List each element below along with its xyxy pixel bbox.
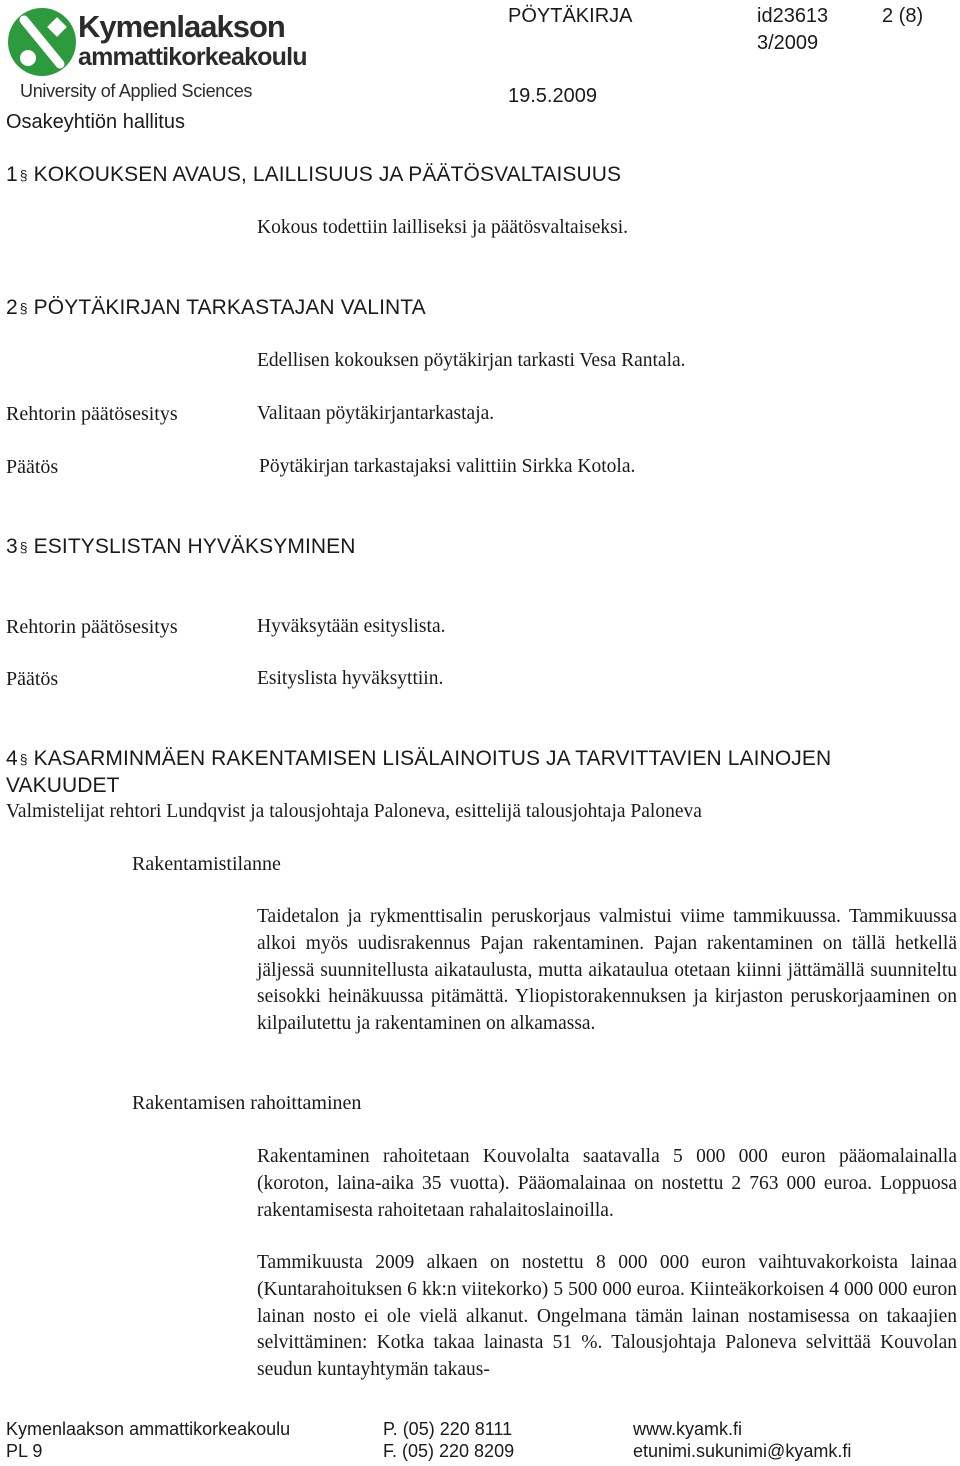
section-title: ESITYSLISTAN HYVÄKSYMINEN [33,535,356,558]
proposal-label: Rehtorin päätösesitys [6,403,178,425]
section-number: 3 [6,535,18,558]
subheading-financing: Rakentamisen rahoittaminen [132,1092,362,1114]
document-type: PÖYTÄKIRJA [508,5,633,27]
decision-label: Päätös [6,456,59,478]
proposal-text: Valitaan pöytäkirjantarkastaja. [257,403,495,424]
section-number: 4 [6,747,18,770]
proposal-label: Rehtorin päätösesitys [6,616,178,638]
financing-text-1: Rakentaminen rahoitetaan Kouvolalta saatavalla 5 000 000 euron pääomalainalla (koroton, laina-aika 35 vuotta). Pääomalainaa on nostettu 2 763 000 euroa. Loppuosa rakentamisesta rahoitetaan rahalaitoslainoilla. [257,1146,957,1221]
decision-text: Esityslista hyväksyttiin. [257,668,444,689]
section-symbol: § [19,539,28,555]
footer-phone: P. (05) 220 8111 [383,1419,513,1439]
logo-emblem-icon [6,6,78,78]
meeting-number: 3/2009 [757,32,819,54]
page-number: 2 (8) [882,5,924,27]
footer-email-link[interactable]: etunimi.sukunimi@kyamk.fi [633,1441,852,1461]
logo-name-line1: Kymenlaakson [78,9,285,44]
section-3-heading [6,535,356,559]
footer-pobox: PL 9 [6,1441,43,1461]
section-2-intro: Edellisen kokouksen pöytäkirjan tarkasti Vesa Rantala. [257,350,686,371]
section-number: 2 [6,296,18,319]
section-2-heading [6,296,426,320]
section-symbol: § [19,751,28,767]
document-id: id23613 [757,5,829,27]
decision-label: Päätös [6,668,59,690]
organization-name: Osakeyhtiön hallitus [6,111,185,133]
section-1-text: Kokous todettiin lailliseksi ja päätösvaltaiseksi. [257,217,628,238]
logo-name-line2: ammattikorkeakoulu [78,43,307,71]
construction-status-text: Taidetalon ja rykmenttisalin peruskorjaus valmistui viime tammikuussa. Tammikuussa alkoi myös uudisrakennus Pajan rakentaminen. Pajan rakentaminen on tällä hetkellä jäljessä suunnitellusta aikataulusta, mutta aikataulua otetaan kiinni jättämällä suunniteltu seisokki heinäkuussa pitämättä. Yliopistorakennuksen ja kirjaston peruskorjaaminen on kilpailutettu ja rakentaminen on alkamassa. [257,906,957,1035]
section-title: KASARMINMÄEN RAKENTAMISEN LISÄLAINOITUS JA TARVITTAVIEN LAINOJEN [33,747,832,770]
logo [6,6,307,102]
footer-fax: F. (05) 220 8209 [383,1441,515,1461]
section-4-preparers: Valmistelijat rehtori Lundqvist ja talousjohtaja Paloneva, esittelijä talousjohtaja Paloneva [6,801,702,822]
meeting-date: 19.5.2009 [508,85,597,107]
footer-organization: Kymenlaakson ammattikorkeakoulu [6,1419,291,1439]
section-symbol: § [19,300,28,316]
logo-name-line3: University of Applied Sciences [20,81,253,101]
section-number: 1 [6,163,18,186]
section-symbol: § [19,167,28,183]
section-title: KOKOUKSEN AVAUS, LAILLISUUS JA PÄÄTÖSVALTAISUUS [33,163,622,186]
footer-website-link[interactable]: www.kyamk.fi [633,1419,743,1439]
proposal-text: Hyväksytään esityslista. [257,616,446,637]
subheading-construction-status: Rakentamistilanne [132,853,281,875]
financing-text-2: Tammikuusta 2009 alkaen on nostettu 8 000 000 euron vaihtuvakorkoista lainaa (Kuntarahoituksen 6 kk:n viitekorko) 5 500 000 euroa. Kiinteäkorkoisen 4 000 000 euron lainan nosto ei ole vielä alkanut. Ongelmana tämän lainan nostamisessa on takaajien selvittäminen: Kotka takaa lainasta 51 %. Talousjohtaja Paloneva selvittää Kouvolan seudun kuntayhtymän takaus- [257,1252,957,1381]
decision-text: Pöytäkirjan tarkastajaksi valittiin Sirkka Kotola. [259,456,636,477]
section-1-heading [6,163,621,187]
section-4-heading-continued: VAKUUDET [6,774,120,797]
section-title: PÖYTÄKIRJAN TARKASTAJAN VALINTA [33,296,426,319]
section-4-heading [6,747,831,771]
